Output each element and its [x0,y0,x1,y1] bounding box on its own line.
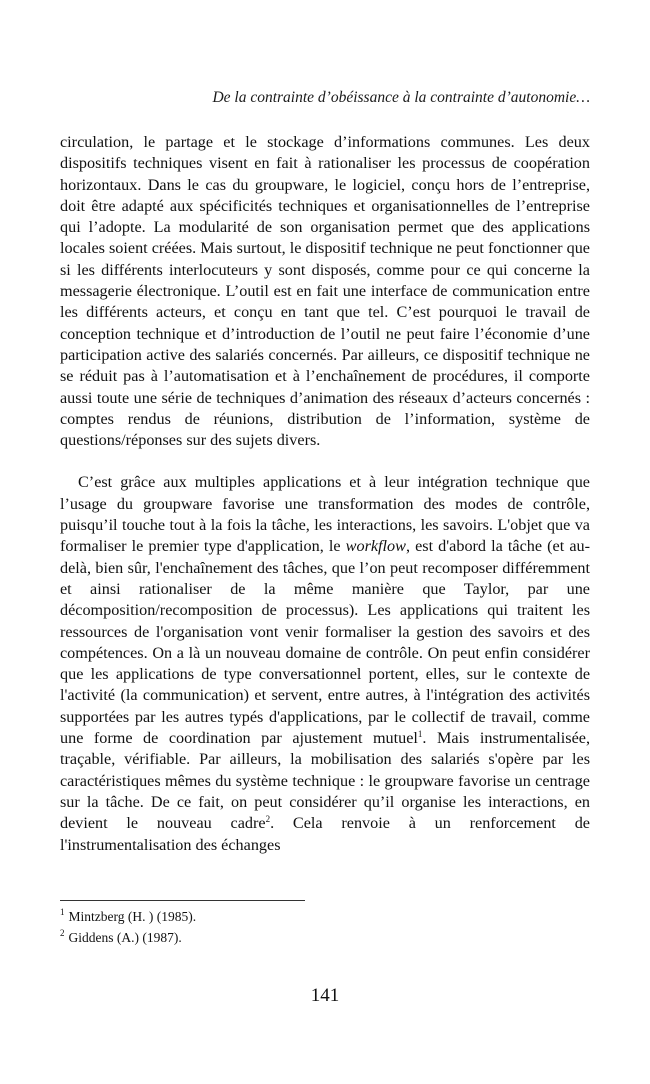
paragraph-2-part-3: . Mais instrumentalisée, traçable, vérifiable. Par ailleurs, la mobilisation des salariés s'opère par les caractéristiques mêmes du système technique : le groupware favorise un centrage sur la tâche. De ce fait, on peut considérer qu’il organise les interactions, en devient le nouveau cadre [60,729,590,833]
footnote-1 [60,906,460,927]
paragraph-2-part-1: C’est grâce aux multiples applications et à leur intégration technique que l’usage du groupware favorise une transformation des modes de contrôle, puisqu’il touche tout à la fois la tâche, les interactions, les savoirs. L'objet que va formaliser le premier type d'application, le [60,473,590,556]
paragraph-1: circulation, le partage et le stockage d’informations communes. Les deux dispositifs techniques visent en fait à rationaliser les processus de coopération horizontaux. Dans le cas du groupware, le logiciel, conçu hors de l’entreprise, doit être adapté aux spécificités techniques et organisationnelles de l’entreprise qui l’adopte. La modularité de son organisation permet que des applications locales soient créées. Mais surtout, le dispositif technique ne peut fonctionner que si les différents interlocuteurs y sont disposés, comme pour ce qui concerne la messagerie électronique. L’outil est en fait une interface de communication entre les différents acteurs, et conçu en tant que tel. C’est pourquoi le travail de conception technique et d’introduction de l’outil ne peut faire l’économie d’une participation active des salariés concernés. Par ailleurs, ce dispositif technique ne se réduit pas à l’automatisation et à l’enchaînement de procédures, il comporte aussi toute une série de techniques d’animation des réseaux d’acteurs concernés : comptes rendus de réunions, distribution de l’information, système de questions/réponses sur des sujets divers. [60,133,590,450]
running-head: De la contrainte d’obéissance à la contrainte d’autonomie… [212,89,590,106]
paragraph-2-part-4: . Cela renvoie à un renforcement de l'instrumentalisation des échanges [60,814,590,854]
footnotes [60,906,460,948]
body-text [60,132,590,856]
footnote-ref-2[interactable]: 2 [265,814,271,825]
footnote-number: 2 [60,928,65,938]
footnote-text: Giddens (A.) (1987). [68,930,182,945]
footnote-text: Mintzberg (H. ) (1985). [68,909,197,924]
paragraph-2-part-2: , est d'abord la tâche (et au-delà, bien sûr, l'enchaînement des tâches, que l’on peut recomposer différemment et ainsi rationaliser de la même manière que Taylor, par une décomposition/recomposition de processus). Les applications qui traitent les ressources de l'organisation vont venir formaliser la gestion des savoirs et des compétences. On a là un nouveau domaine de contrôle. On peut enfin considérer que les applications de type conversationnel portent, elles, sur le contexte de l'activité (la communication) et servent, entre autres, à l'intégration des activités supportées par les autres typés d'applications, par le collectif de travail, comme une forme de coordination par ajustement mutuel [60,537,590,748]
paragraph-2 [60,472,590,855]
footnote-divider [60,900,305,901]
footnote-2 [60,927,460,948]
italic-term-workflow: workflow [345,537,406,556]
footnote-ref-1[interactable]: 1 [417,729,423,740]
page-number: 141 [310,985,340,1006]
footnote-number: 1 [60,907,65,917]
